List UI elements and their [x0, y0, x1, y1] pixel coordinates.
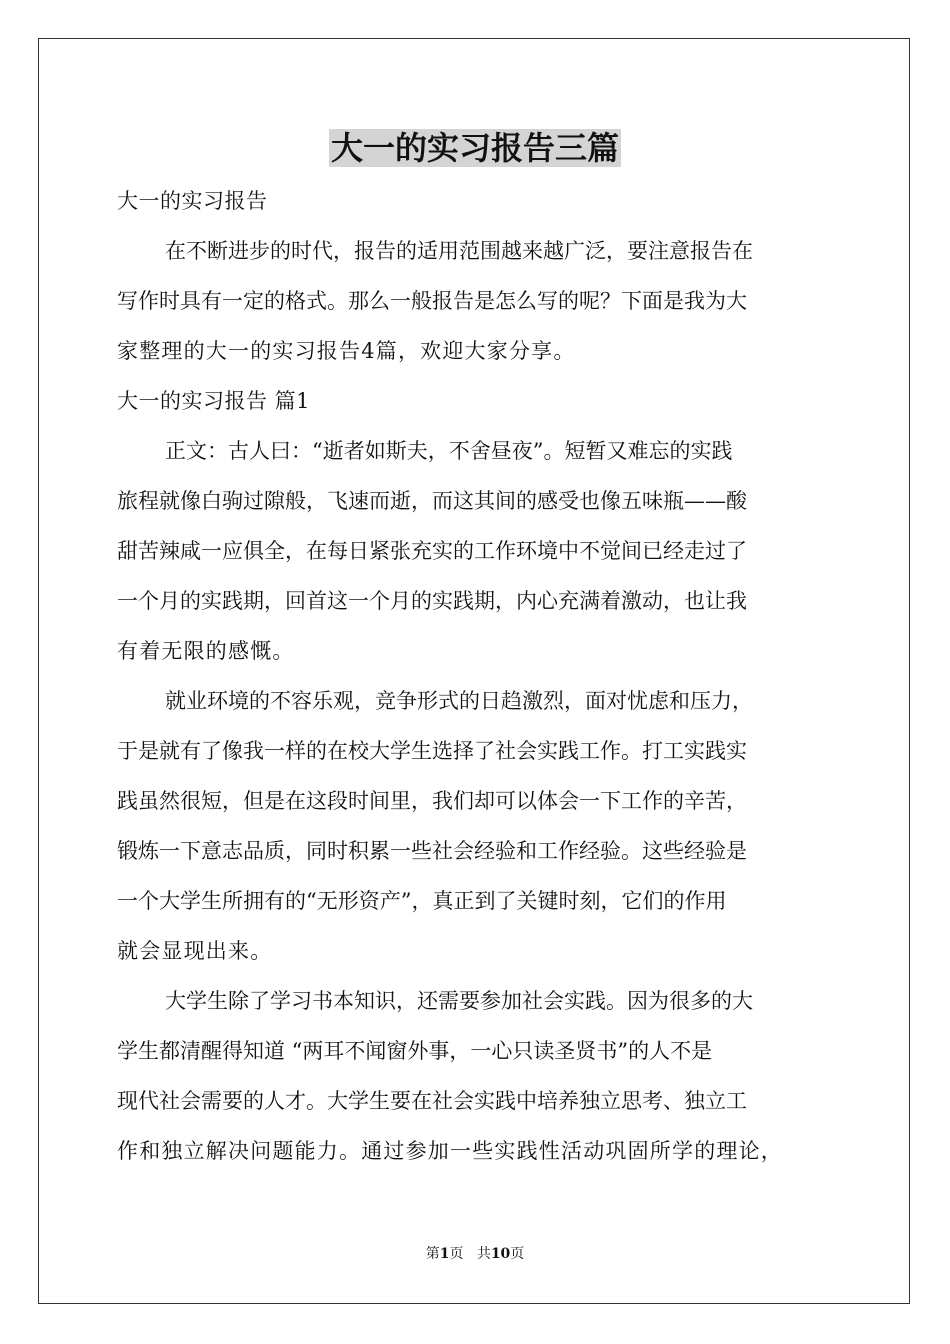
text-line: 正文：古人曰：“逝者如斯夫，不舍昼夜”。短暂又难忘的实践 [165, 439, 733, 463]
text-line: 作和独立解决问题能力。通过参加一些实践性活动巩固所学的理论， [117, 1139, 783, 1163]
text-line: 一个月的实践期，回首这一个月的实践期，内心充满着激动，也让我 [117, 589, 747, 613]
text-line: 就会显现出来。 [117, 939, 273, 963]
text-line: 大学生除了学习书本知识，还需要参加社会实践。因为很多的大 [165, 989, 753, 1013]
text-line: 锻炼一下意志品质，同时积累一些社会经验和工作经验。这些经验是 [117, 839, 747, 863]
text-line: 践虽然很短，但是在这段时间里，我们却可以体会一下工作的辛苦， [117, 789, 747, 813]
text-line: 就业环境的不容乐观，竞争形式的日趋激烈，面对忧虑和压力， [165, 689, 753, 713]
text-line: 有着无限的感慨。 [117, 639, 295, 663]
footer-page-suffix: 页 [449, 1246, 464, 1262]
section-heading: 大一的实习报告 [117, 189, 268, 213]
footer-total-pages: 10 [490, 1246, 511, 1262]
document-title-text: 大一的实习报告三篇 [330, 129, 619, 167]
footer-page-number: 1 [439, 1246, 450, 1262]
text-line: 学生都清醒得知道 “两耳不闻窗外事，一心只读圣贤书”的人不是 [117, 1039, 713, 1063]
text-line: 一个大学生所拥有的“无形资产”，真正到了关键时刻，它们的作用 [117, 889, 727, 913]
text-line: 在不断进步的时代，报告的适用范围越来越广泛，要注意报告在 [165, 239, 753, 263]
document-title [117, 124, 833, 172]
page-footer [0, 1244, 950, 1264]
text-line: 旅程就像白驹过隙般，飞速而逝，而这其间的感受也像五味瓶——酸 [117, 489, 747, 513]
footer-page-prefix: 第 [425, 1246, 440, 1262]
section-heading: 大一的实习报告 篇1 [117, 389, 311, 413]
document-text [117, 176, 833, 1176]
footer-total-suffix: 页 [510, 1246, 525, 1262]
text-line: 甜苦辣咸一应俱全，在每日紧张充实的工作环境中不觉间已经走过了 [117, 539, 747, 563]
text-line: 写作时具有一定的格式。那么一般报告是怎么写的呢？下面是我为大 [117, 289, 747, 313]
text-line: 家整理的大一的实习报告4篇，欢迎大家分享。 [117, 339, 576, 363]
text-line: 现代社会需要的人才。大学生要在社会实践中培养独立思考、独立工 [117, 1089, 747, 1113]
footer-total-prefix: 共 [476, 1246, 491, 1262]
text-line: 于是就有了像我一样的在校大学生选择了社会实践工作。打工实践实 [117, 739, 747, 763]
